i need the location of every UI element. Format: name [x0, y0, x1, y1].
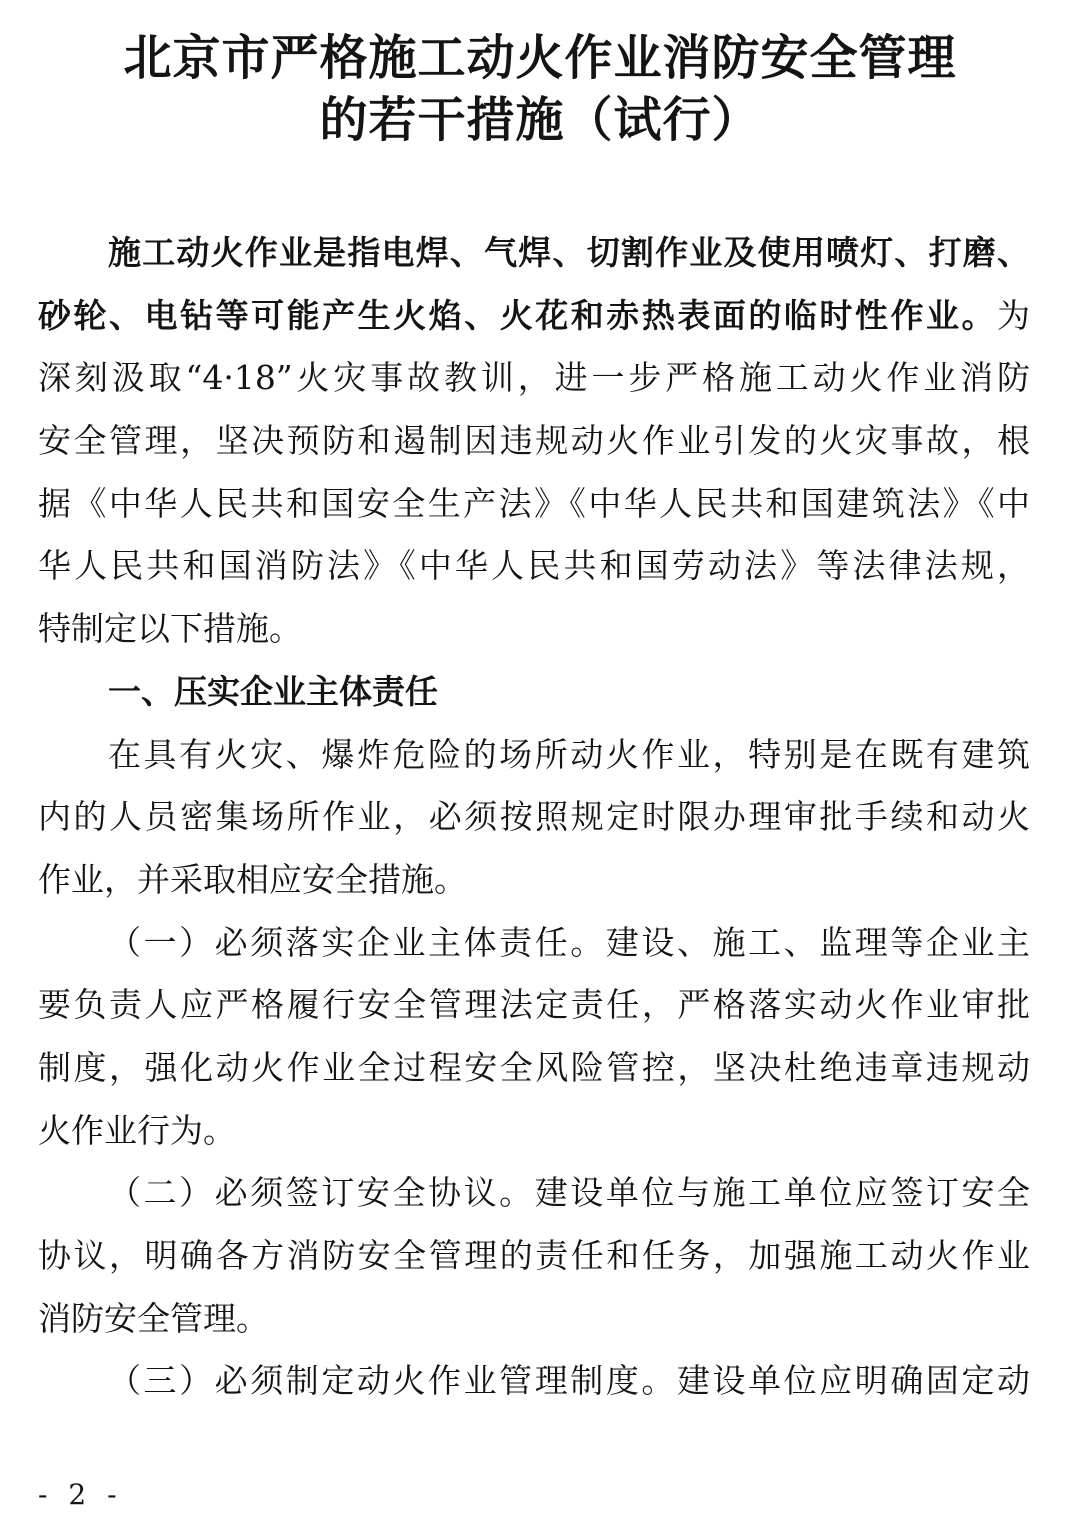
intro-line: 安全管理，坚决预防和遏制因违规动火作业引发的火灾事故，根 [38, 421, 1030, 461]
item-line: 制度，强化动火作业全过程安全风险管控，坚决杜绝违章违规动 [38, 1047, 1030, 1087]
item-line: （三）必须制定动火作业管理制度。建设单位应明确固定动 [108, 1361, 1030, 1401]
item-line: （二）必须签订安全协议。建设单位与施工单位应签订安全 [108, 1173, 1030, 1213]
item-line: 火作业行为。 [38, 1110, 236, 1150]
intro-line: 特制定以下措施。 [38, 609, 302, 649]
item-line: 要负责人应严格履行安全管理法定责任，严格落实动火作业审批 [38, 985, 1030, 1025]
section-heading: 一、压实企业主体责任 [108, 671, 438, 711]
intro-line: 深刻汲取“4·18”火灾事故教训，进一步严格施工动火作业消防 [38, 358, 1030, 398]
page-number: - 2 - [38, 1478, 123, 1511]
intro-line: 据《中华人民共和国安全生产法》《中华人民共和国建筑法》《中 [38, 483, 1030, 523]
section-line: 在具有火灾、爆炸危险的场所动火作业，特别是在既有建筑 [108, 734, 1030, 774]
section-line: 内的人员密集场所作业，必须按照规定时限办理审批手续和动火 [38, 797, 1030, 837]
document-body [38, 222, 1030, 1413]
intro-line: 华人民共和国消防法》《中华人民共和国劳动法》等法律法规， [38, 546, 1030, 586]
intro-line [38, 285, 1030, 348]
intro-bold-text: 砂轮、电钻等可能产生火焰、火花和赤热表面的临时性作业。 [38, 295, 997, 335]
item-line: 消防安全管理。 [38, 1298, 269, 1338]
document-title-line-2: 的若干措施（试行） [319, 92, 761, 148]
section-line: 作业，并采取相应安全措施。 [38, 859, 467, 899]
intro-line [38, 222, 1030, 285]
item-line: 协议，明确各方消防安全管理的责任和任务，加强施工动火作业 [38, 1236, 1030, 1275]
intro-text: 为 [997, 295, 1030, 335]
item-line: （一）必须落实企业主体责任。建设、施工、监理等企业主 [108, 922, 1030, 962]
intro-bold-text: 施工动火作业是指电焊、气焊、切割作业及使用喷灯、打磨、 [108, 233, 1030, 272]
document-title-line-1: 北京市严格施工动火作业消防安全管理 [123, 30, 957, 86]
